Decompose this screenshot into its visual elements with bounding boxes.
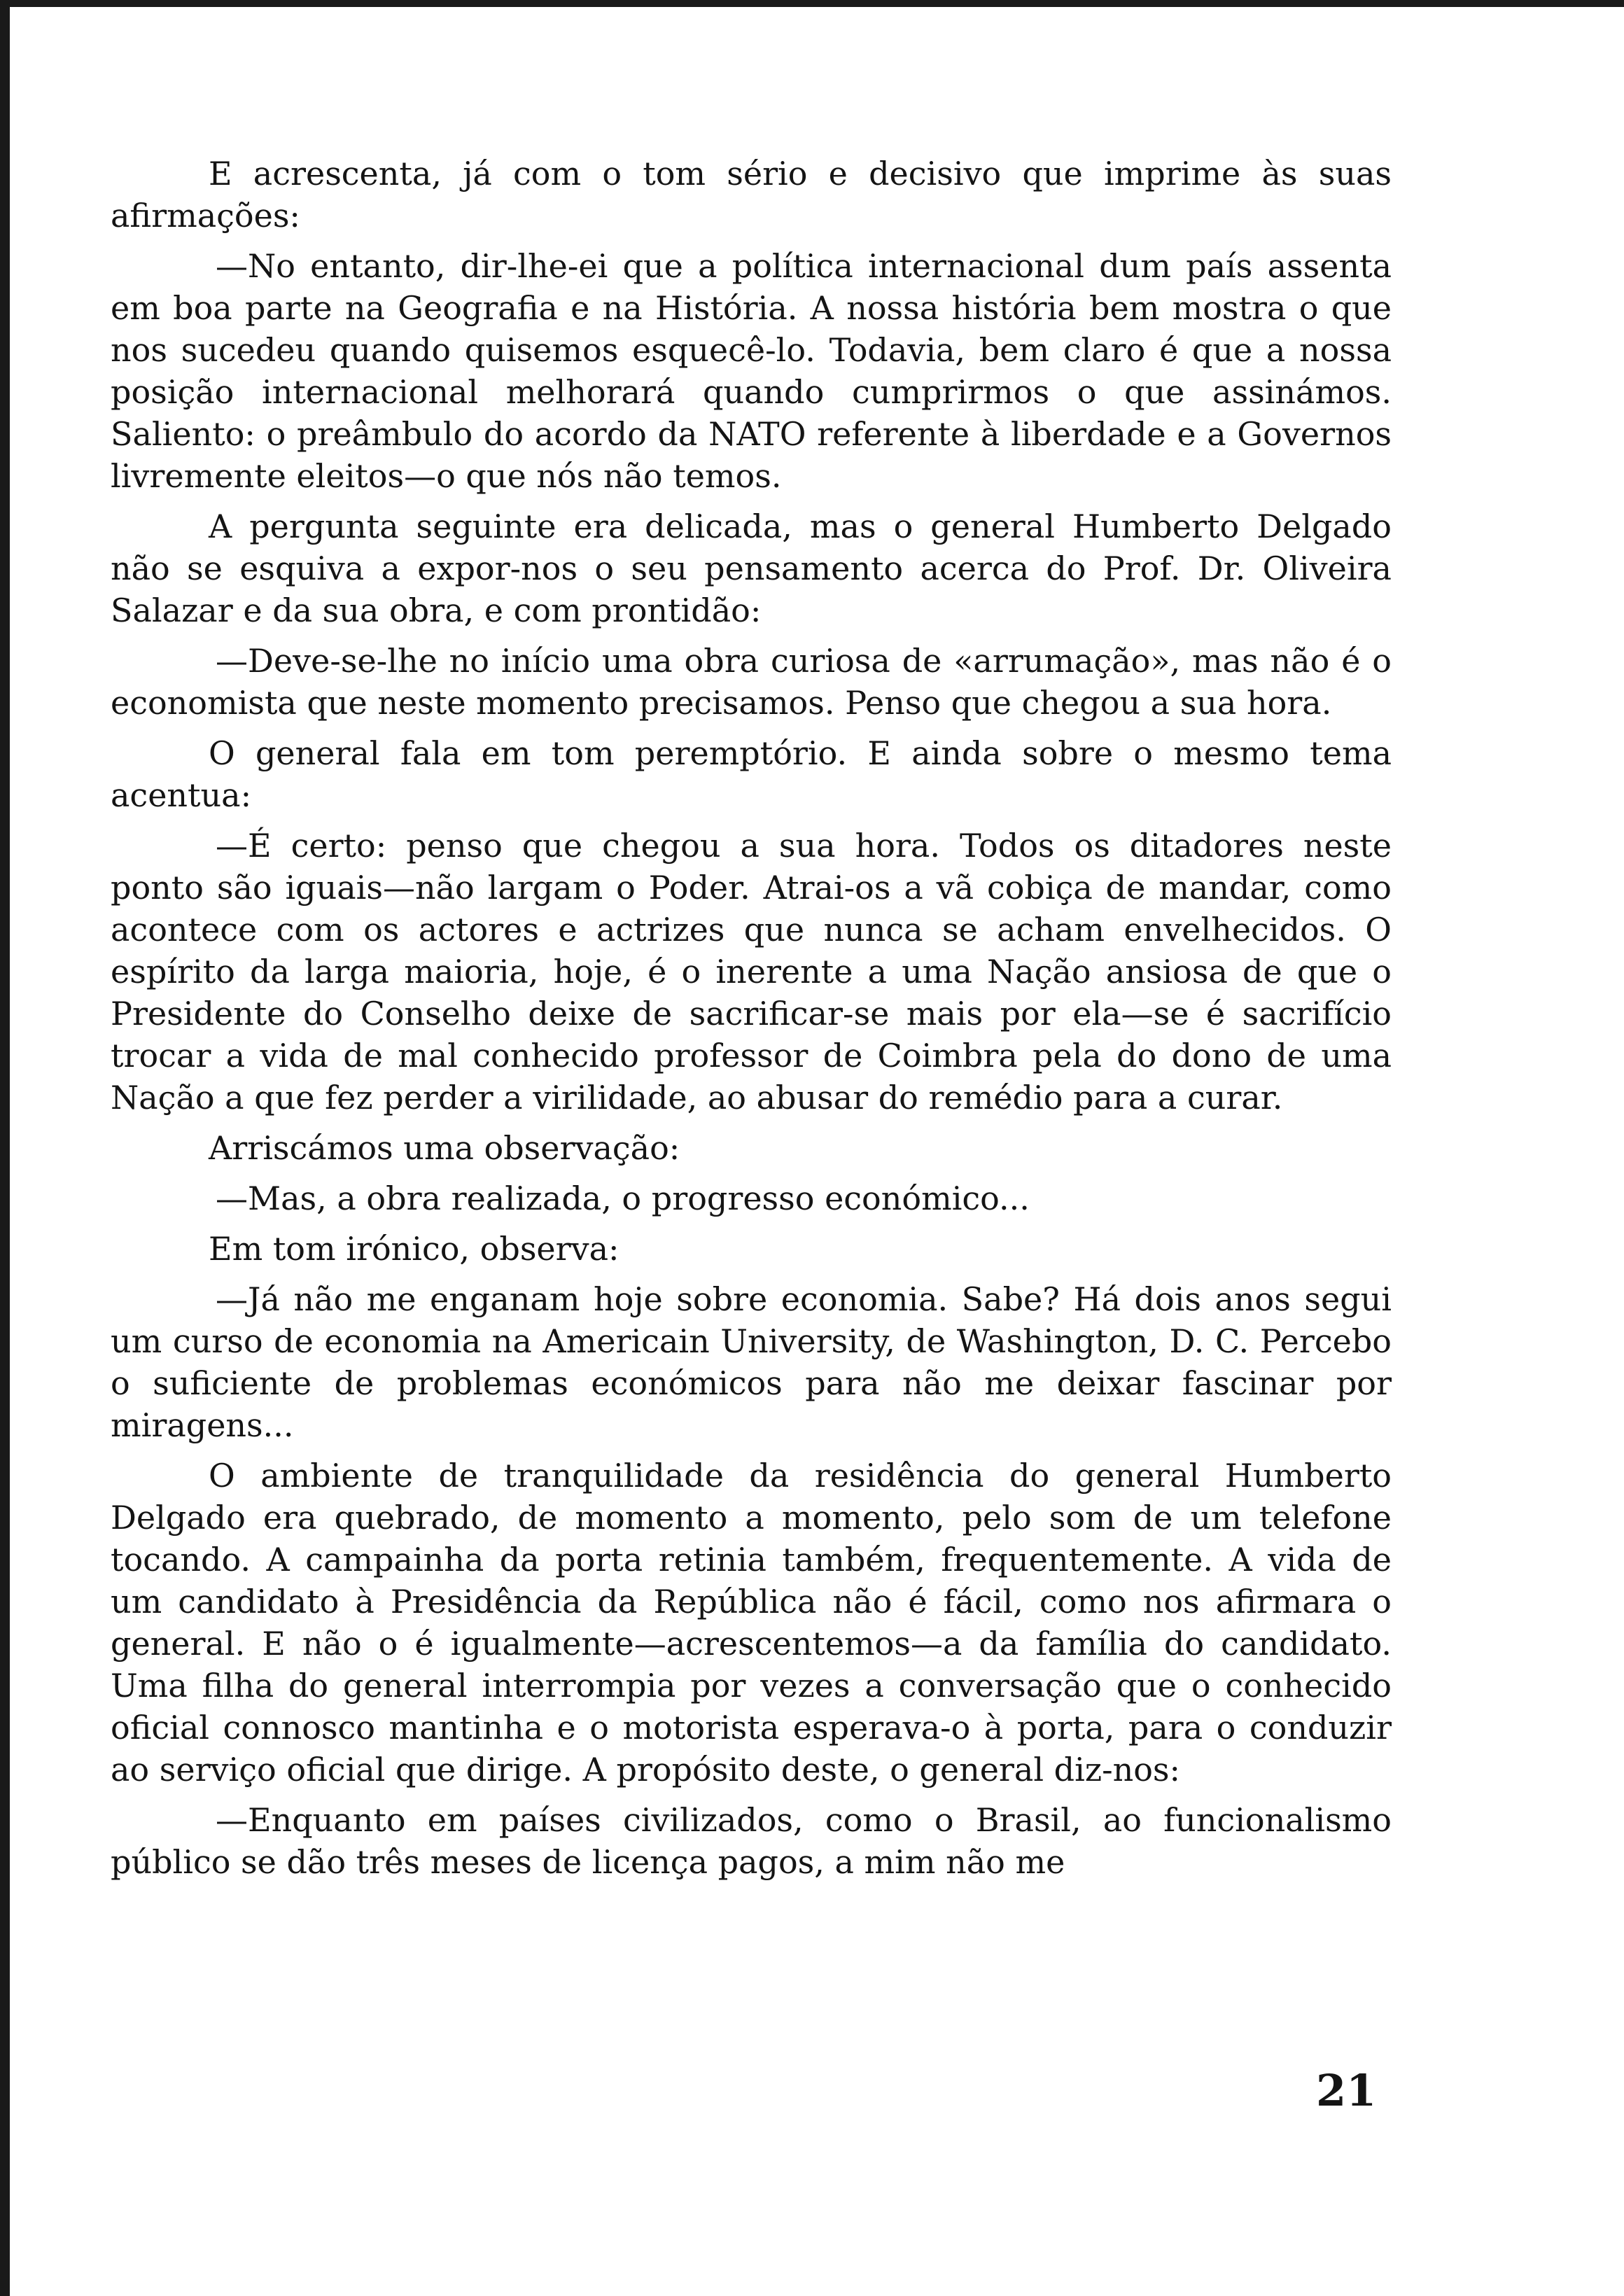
paragraph-ironico: Em tom irónico, observa: — [209, 1230, 620, 1268]
paragraph-quote-economia: —Já não me enganam hoje sobre economia. Sabe? Há dois anos segui um curso de economia na Americain University, de Washington, D. C. Percebo o suficiente de problemas económicos para não me deixar fascinar por miragens... — [111, 1280, 1392, 1444]
scan-border-left — [0, 0, 10, 2296]
paragraph-intro: E acrescenta, já com o tom sério e decisivo que imprime às suas afirmações: — [111, 155, 1392, 234]
paragraph-observacao: Arriscámos uma observação: — [209, 1129, 680, 1167]
paragraph-ambiente: O ambiente de tranquilidade da residência do general Humberto Delgado era quebrado, de momento a momento, pelo som de um telefone tocando. A campainha da porta retinia também, frequentemente. A vida de um candidato à Presidência da República não é fácil, como nos afirmara o general. E não o é igualmente—acrescentemos—a da família do candidato. Uma filha do general interrompia por vezes a conversação que o conhecido oficial connosco mantinha e o motorista esperava-o à porta, para o conduzir ao serviço oficial que dirige. A propósito deste, o general diz-nos: — [111, 1457, 1392, 1788]
paragraph-quote-licenca: —Enquanto em países civilizados, como o Brasil, ao funcionalismo público se dão três meses de licença pagos, a mim não me — [111, 1801, 1392, 1881]
page-number: 21 — [1316, 2065, 1377, 2116]
paragraph-peremptorio: O general fala em tom peremptório. E ainda sobre o mesmo tema acentua: — [111, 734, 1392, 814]
scan-border-top — [0, 0, 1624, 7]
paragraph-quote-arrumacao: —Deve-se-lhe no início uma obra curiosa de «arrumação», mas não é o economista que neste momento precisamos. Penso que chegou a sua hora. — [111, 642, 1392, 722]
paragraph-quote-progresso: —Mas, a obra realizada, o progresso económico... — [216, 1180, 1030, 1217]
paragraph-question-salazar: A pergunta seguinte era delicada, mas o general Humberto Delgado não se esquiva a expor-nos o seu pensamento acerca do Prof. Dr. Oliveira Salazar e da sua obra, e com prontidão: — [111, 507, 1392, 629]
paragraph-quote-nato: —No entanto, dir-lhe-ei que a política internacional dum país assenta em boa parte na Geografia e na História. A nossa história bem mostra o que nos sucedeu quando quisemos esquecê-lo. Todavia, bem claro é que a nossa posição internacional melhorará quando cumprirmos o que assinámos. Saliento: o preâmbulo do acordo da NATO referente à liberdade e a Governos livremente eleitos—o que nós não temos. — [111, 247, 1392, 495]
page-body-text — [111, 153, 1392, 1891]
paragraph-quote-ditadores: —É certo: penso que chegou a sua hora. Todos os ditadores neste ponto são iguais—não largam o Poder. Atrai-os a vã cobiça de mandar, como acontece com os actores e actrizes que nunca se acham envelhecidos. O espírito da larga maioria, hoje, é o inerente a uma Nação ansiosa de que o Presidente do Conselho deixe de sacrificar-se mais por ela—se é sacrifício trocar a vida de mal conhecido professor de Coimbra pela do dono de uma Nação a que fez perder a virilidade, ao abusar do remédio para a curar. — [111, 827, 1392, 1116]
